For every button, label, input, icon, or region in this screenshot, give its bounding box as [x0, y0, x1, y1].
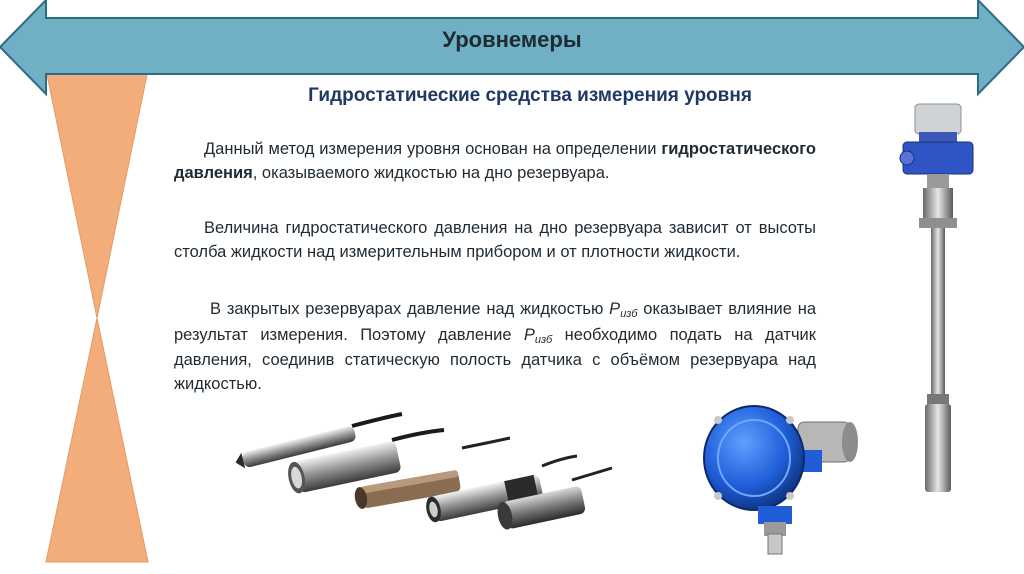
paragraph-1 — [174, 138, 816, 185]
p3-text-a: В закрытых резервуарах давление над жидкостью — [210, 300, 610, 318]
p1-text-b: , оказываемого жидкостью на дно резервуара. — [252, 163, 610, 182]
level-probe-image — [893, 100, 985, 500]
p3-text-c: необходимо подать на датчик давления, соединив статическую полость датчика с объёмом резервуара над жидкостью. — [174, 325, 816, 393]
paragraph-2 — [174, 217, 816, 264]
p1-bold-term: гидростатического давления — [174, 140, 816, 182]
paragraph-3 — [174, 298, 816, 396]
p3-text-b: оказывает влияние на результат измерения. Поэтому давление — [174, 300, 816, 344]
pressure-transmitter-image — [700, 398, 872, 556]
p-excess-symbol-2: Pизб — [523, 325, 553, 346]
hourglass-shape — [46, 70, 148, 562]
section-subtitle: Гидростатические средства измерения уровня — [308, 85, 752, 106]
slide-title: Уровнемеры — [442, 27, 582, 52]
submersible-sensors-image — [232, 408, 624, 534]
p1-text-a: Данный метод измерения уровня основан на определении — [204, 140, 662, 158]
p2-text: Величина гидростатического давления на дно резервуара зависит от высоты столба жидкости над измерительным прибором и от плотности жидкости. — [174, 219, 816, 261]
p-excess-symbol: Pизб — [609, 300, 638, 320]
